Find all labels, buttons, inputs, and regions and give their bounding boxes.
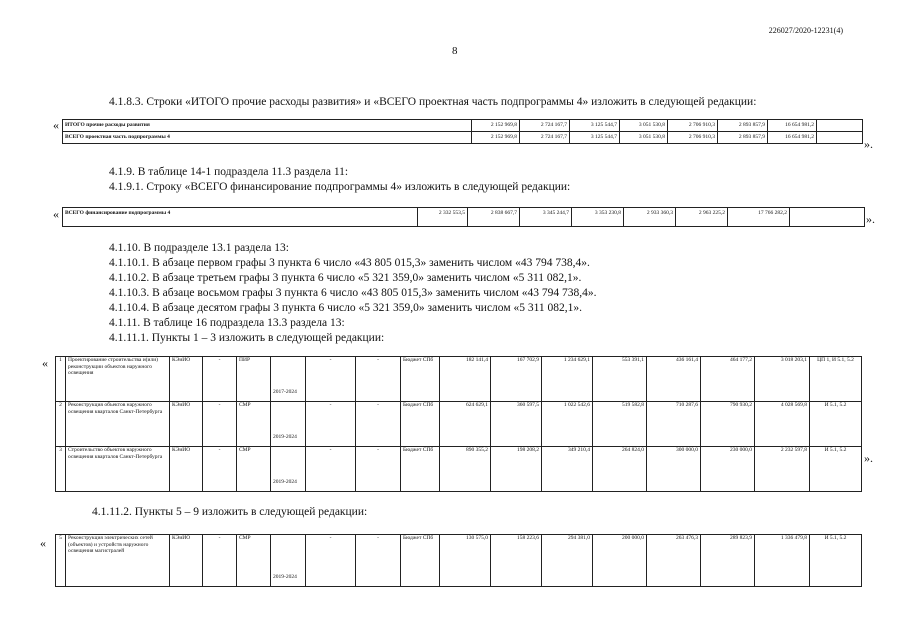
item-cell: - [203,357,237,402]
table-row [56,357,862,402]
paragraph-4-1-11-1: 4.1.11.1. Пункты 1 – 3 изложить в следующей редакции: [109,332,385,344]
item-cell: - [356,402,401,447]
item-indicator: И 5.1, 5.2 [810,447,862,492]
item-value: 1 234 629,1 [542,357,593,402]
paragraph-4-1-9-1: 4.1.9.1. Строку «ВСЕГО финансирование подпрограммы 4» изложить в следующей редакции: [109,181,571,193]
item-value: 349 210,4 [542,447,593,492]
item-work-type: СМР [237,535,271,587]
item-value: 289 823,9 [701,535,755,587]
table-cell: 3 353 230,8 [572,208,624,227]
item-value: 167 702,9 [491,357,542,402]
item-cell: - [356,447,401,492]
item-cell: - [203,447,237,492]
paragraph-4-1-11: 4.1.11. В таблице 16 подраздела 13.3 раздела 13: [109,317,345,329]
table-row [56,447,862,492]
item-value: 3 018 203,1 [755,357,810,402]
table-cell: 3 125 544,7 [570,120,620,132]
table-cell [817,132,863,144]
item-indicator: И 5.1, 5.2 [810,535,862,587]
item-value: 360 597,5 [491,402,542,447]
item-value: 790 930,2 [701,402,755,447]
item-value: 2 232 597,8 [755,447,810,492]
item-funding-source: Бюджет СПб [401,447,440,492]
item-organization: КЭиИО [170,402,203,447]
item-value: 158 223,6 [491,535,542,587]
item-value: 436 161,4 [647,357,701,402]
table-cell: 2 152 969,8 [472,132,520,144]
table-row [63,120,863,132]
table-cell: 2 933 360,3 [624,208,676,227]
table-cell: 2 893 857,9 [718,132,768,144]
close-quote: ». [864,451,873,465]
item-cell: - [306,447,356,492]
paragraph-4-1-8-3: 4.1.8.3. Строки «ИТОГО прочие расходы развития» и «ВСЕГО проектная часть подпрограммы 4» изложить в следующей редакции: [109,96,757,108]
item-value: 198 208,2 [491,447,542,492]
item-number: 2 [56,402,66,447]
item-value: 4 028 569,8 [755,402,810,447]
item-cell: - [356,357,401,402]
table-cell: 3 345 244,7 [520,208,572,227]
paragraph-4-1-10-4: 4.1.10.4. В абзаце десятом графы 3 пункта 6 число «5 321 359,0» заменить числом «5 311 082,1». [109,302,583,314]
item-value: 294 381,0 [542,535,593,587]
table-cell: 3 125 544,7 [570,132,620,144]
table-cell: 3 051 530,8 [620,132,668,144]
paragraph-4-1-10-3: 4.1.10.3. В абзаце восьмом графы 3 пункта 6 число «43 805 015,3» заменить числом «43 794 738,4». [109,287,597,299]
paragraph-4-1-10: 4.1.10. В подразделе 13.1 раздела 13: [109,242,289,254]
open-quote: « [53,207,59,221]
item-period: 2019-2024 [271,402,306,447]
item-value: 200 000,0 [593,535,647,587]
item-cell: - [203,402,237,447]
item-value: 130 575,0 [440,535,491,587]
item-period: 2019-2024 [271,535,306,587]
item-value: 710 287,6 [647,402,701,447]
item-organization: КЭиИО [170,447,203,492]
item-indicator: И 5.1, 5.2 [810,402,862,447]
financing-table [62,207,865,227]
item-period: 2017-2024 [271,357,306,402]
item-name: Реконструкция объектов наружного освещения кварталов Санкт-Петербурга [66,402,170,447]
items-5-9-table [55,534,862,587]
item-indicator: ЦП 1, И 5.1, 5.2 [810,357,862,402]
item-cell: - [306,535,356,587]
item-value: 263 476,3 [647,535,701,587]
page-number: 8 [452,45,458,57]
table-row [56,402,862,447]
paragraph-4-1-10-1: 4.1.10.1. В абзаце первом графы 3 пункта 6 число «43 805 015,3» заменить числом «43 794 738,4». [109,257,590,269]
open-quote: « [40,536,46,550]
item-number: 1 [56,357,66,402]
item-number: 5 [56,535,66,587]
table-cell: 2 706 910,3 [668,132,718,144]
item-value: 230 000,0 [701,447,755,492]
item-work-type: ПИР [237,357,271,402]
item-name: Реконструкция электрических сетей (объектов) и устройств наружного освещения магистралей [66,535,170,587]
item-value: 553 391,1 [593,357,647,402]
item-name: Строительство объектов наружного освещения кварталов Санкт-Петербурга [66,447,170,492]
table-row [63,208,865,227]
item-cell: - [306,402,356,447]
table-row [63,132,863,144]
table-cell: 2 893 857,9 [718,120,768,132]
item-funding-source: Бюджет СПб [401,357,440,402]
item-value: 890 355,2 [440,447,491,492]
table-cell: 3 051 530,8 [620,120,668,132]
paragraph-4-1-10-2: 4.1.10.2. В абзаце третьем графы 3 пункта 6 число «5 321 359,0» заменить числом «5 311 082,1». [109,272,582,284]
table-cell [790,208,865,227]
item-organization: КЭиИО [170,535,203,587]
item-value: 464 177,2 [701,357,755,402]
open-quote: « [53,118,59,132]
item-value: 182 141,4 [440,357,491,402]
open-quote: « [42,356,48,370]
close-quote: ». [866,212,875,226]
totals-table [62,119,863,144]
item-organization: КЭиИО [170,357,203,402]
item-cell: - [356,535,401,587]
row-label: ВСЕГО проектная часть подпрограммы 4 [63,132,472,144]
item-value: 1 336 479,8 [755,535,810,587]
item-number: 3 [56,447,66,492]
item-name: Проектирование строительства и(или) реконструкции объектов наружного освещения [66,357,170,402]
table-cell: 16 654 981,2 [768,132,817,144]
item-funding-source: Бюджет СПб [401,535,440,587]
table-cell: 2 724 167,7 [520,132,570,144]
row-label: ИТОГО прочие расходы развития [63,120,472,132]
table-cell [817,120,863,132]
paragraph-4-1-9: 4.1.9. В таблице 14-1 подраздела 11.3 раздела 11: [109,166,349,178]
document-number: 226027/2020-12231(4) [768,26,843,35]
item-value: 300 000,0 [647,447,701,492]
row-label: ВСЕГО финансирование подпрограммы 4 [63,208,418,227]
table-cell: 2 152 969,8 [472,120,520,132]
table-cell: 2 332 553,5 [418,208,468,227]
item-funding-source: Бюджет СПб [401,402,440,447]
table-cell: 2 963 225,2 [676,208,728,227]
item-cell: - [203,535,237,587]
item-work-type: СМР [237,402,271,447]
item-work-type: СМР [237,447,271,492]
table-cell: 16 654 981,2 [768,120,817,132]
item-value: 264 824,0 [593,447,647,492]
table-cell: 2 838 667,7 [468,208,520,227]
item-period: 2019-2024 [271,447,306,492]
table-cell: 2 724 167,7 [520,120,570,132]
table-cell: 17 766 282,2 [728,208,790,227]
table-cell: 2 706 910,3 [668,120,718,132]
paragraph-4-1-11-2: 4.1.11.2. Пункты 5 – 9 изложить в следующей редакции: [92,506,368,518]
item-value: 624 629,1 [440,402,491,447]
close-quote: ». [864,137,873,151]
items-1-3-table [55,356,862,492]
item-value: 519 582,8 [593,402,647,447]
table-row [56,535,862,587]
item-cell: - [306,357,356,402]
item-value: 1 022 542,6 [542,402,593,447]
